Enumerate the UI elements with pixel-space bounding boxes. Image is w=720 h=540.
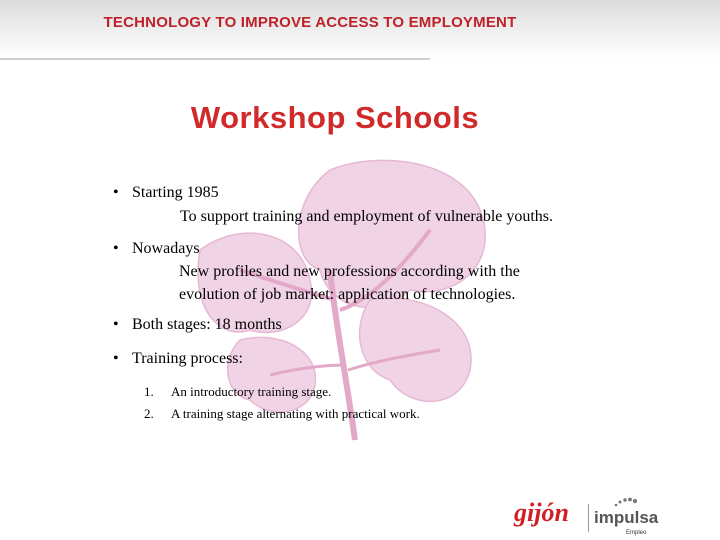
- impulsa-dots-icon: [612, 496, 642, 508]
- bullet-marker: •: [113, 184, 119, 201]
- logo-divider: [588, 504, 589, 532]
- step-alternating: A training stage alternating with practical work.: [171, 406, 420, 421]
- step-number: 2.: [144, 406, 154, 421]
- impulsa-subtitle: Empleo: [626, 530, 647, 536]
- step-number: 1.: [144, 384, 154, 399]
- footer-logo: [514, 496, 720, 540]
- step-introductory: An introductory training stage.: [171, 384, 332, 399]
- bullet-marker: •: [113, 316, 119, 333]
- bullet-nowadays-detail-2: evolution of job market: application of technologies.: [179, 286, 516, 303]
- bullet-marker: •: [113, 240, 119, 257]
- gijon-logo: gijón: [514, 498, 569, 527]
- bullet-starting-detail: To support training and employment of vulnerable youths.: [180, 208, 554, 225]
- header-title: TECHNOLOGY TO IMPROVE ACCESS TO EMPLOYMENT: [103, 14, 517, 31]
- bullet-nowadays-detail-1: New profiles and new professions according with the: [179, 263, 520, 280]
- bullet-starting: Starting 1985: [132, 184, 219, 201]
- slide-title: Workshop Schools: [190, 100, 480, 135]
- bullet-training-process: Training process:: [132, 350, 243, 367]
- impulsa-logo: impulsa: [594, 508, 659, 527]
- bullet-nowadays: Nowadays: [132, 240, 200, 257]
- bullet-marker: •: [113, 350, 119, 367]
- bullet-both-stages: Both stages: 18 months: [132, 316, 282, 333]
